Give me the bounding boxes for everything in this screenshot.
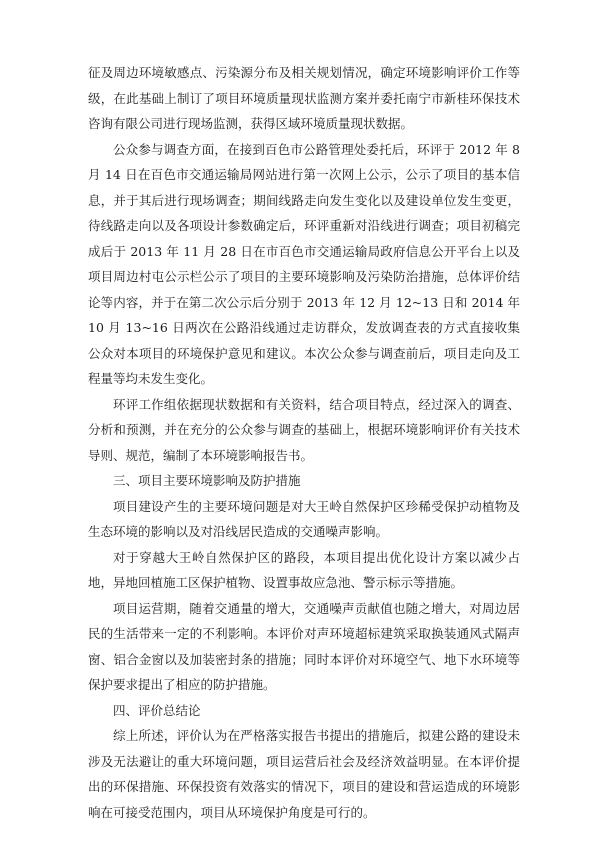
- document-page: [88, 60, 520, 825]
- paragraph-public-participation: 公众参与调查方面，在接到百色市公路管理处委托后，环评于 2012 年 8 月 14 日在百色市交通运输局网站进行第一次网上公示，公示了项目的基本信息，并于其后进行现场调查；期间线路走向发生变化以及建设单位发生变更，待线路走向以及各项设计参数确定后，环评重新对沿线进行调查；项目初稿完成后于 2013 年 11 月 28 日在市百色市交通运输局政府信息公开平台上以及项目周边村屯公示栏公示了项目的主要环境影响及污染防治措施，总体评价结论等内容，并于在第二次公示后分别于 2013 年 12 月 12~13 日和 2014 年 10 月 13~16 日两次在公路沿线通过走访群众，发放调查表的方式直接收集公众对本项目的环境保护意见和建议。本次公众参与调查前后，项目走向及工程量等均未发生变化。: [88, 141, 520, 386]
- paragraph-main-impacts: 项目建设产生的主要环境问题是对大王岭自然保护区珍稀受保护动植物及生态环境的影响以及对沿线居民造成的交通噪声影响。: [88, 498, 520, 539]
- paragraph-reserve-measures: 对于穿越大王岭自然保护区的路段，本项目提出优化设计方案以减少占地，异地回植施工区保护植物、设置事故应急池、警示标示等措施。: [88, 549, 520, 590]
- section-heading-conclusion: 四、评价总结论: [113, 702, 201, 718]
- paragraph-monitoring-continued: 征及周边环境敏感点、污染源分布及相关规划情况，确定环境影响评价工作等级，在此基础上制订了项目环境质量现状监测方案并委托南宁市新桂环保技术咨询有限公司进行现场监测，获得区域环境质量现状数据。: [88, 65, 520, 131]
- section-heading-impacts: 三、项目主要环境影响及防护措施: [113, 473, 301, 488]
- paragraph-operation-noise: 项目运营期，随着交通量的增大，交通噪声贡献值也随之增大，对周边居民的生活带来一定的不利影响。本评价对声环境超标建筑采取换装通风式隔声窗、铝合金窗以及加装密封条的措施；同时本评价对环境空气、地下水环境等保护要求提出了相应的防护措施。: [88, 600, 520, 692]
- paragraph-report-preparation: 环评工作组依据现状数据和有关资料，结合项目特点，经过深入的调查、分析和预测，并在充分的公众参与调查的基础上，根据环境影响评价有关技术导则、规范，编制了本环境影响报告书。: [88, 396, 520, 463]
- paragraph-conclusion: 综上所述，评价认为在严格落实报告书提出的措施后，拟建公路的建设未涉及无法避让的重大环境问题，项目运营后社会及经济效益明显。在本评价提出的环保措施、环保投资有效落实的情况下，项目的建设和营运造成的环境影响在可接受范围内，项目从环境保护角度是可行的。: [88, 728, 520, 820]
